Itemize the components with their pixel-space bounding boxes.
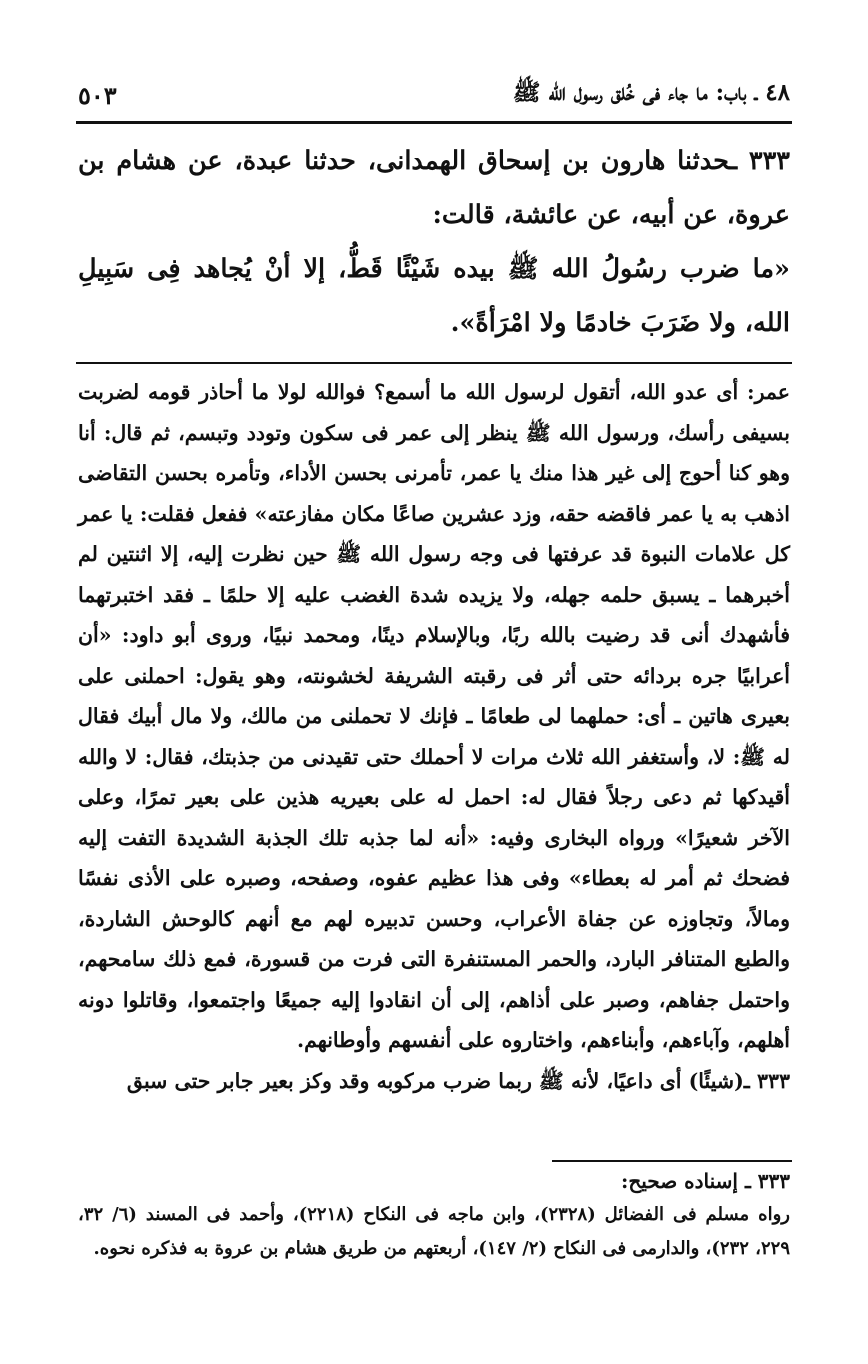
hadith-text: «ما ضرب رسُولُ الله ﷺ بيده شَيْئًا قَطُّ، إلا أنْ يُجاهد فِى سَبِيلِ الله، ولا ضَرَبَ خادمًا ولا امْرَأةً». — [78, 254, 790, 338]
footnote-divider — [552, 1160, 792, 1162]
footnote-text: رواه مسلم فى الفضائل (٢٣٢٨)، وابن ماجه فى النكاح (٢٢١٨)، وأحمد فى المسند (٦/ ٣٢، ٢٢٩، ٢٣٢)، والدارمى فى النكاح (٢/ ١٤٧)، أربعتهم من طريق هشام بن عروة به فذكره نحوه. — [78, 1204, 790, 1259]
footnote-block — [78, 1164, 790, 1266]
commentary-paragraph: عمر: أى عدو الله، أتقول لرسول الله ما أسمع؟ فوالله لولا ما أحاذر قومه لضربت بسيفى رأسك، ورسول الله ﷺ ينظر إلى عمر فى سكون وتودد وتبسم، ثم قال: أنا وهو كنا أحوج إلى غير هذا منك يا عمر، تأمرنى بحسن الأداء، وتأمره بحسن التقاضى اذهب به يا عمر فاقضه حقه، وزد عشرين صاعًا مكان مفازعته» ففعل فقلت: يا عمر كل علامات النبوة قد عرفتها فى وجه رسول الله ﷺ حين نظرت إليه، إلا اثنتين لم أخبرهما ـ يسبق حلمه جهله، ولا يزيده شدة الغضب عليه إلا حلمًا ـ فقد اختبرتهما فأشهدك أنى قد رضيت بالله ربًا، وبالإسلام دينًا، ومحمد نبيًا، وروى أبو داود: «أن أعرابيًا جره بردائه حتى أثر فى رقبته الشريفة لخشونته، وهو يقول: احملنى على بعيرى هاتين ـ أى: حملهما لى طعامًا ـ فإنك لا تحملنى من مالك، ولا مال أبيك فقال له ﷺ: لا، وأستغفر الله ثلاث مرات لا أحملك حتى تقيدنى من جذبتك، فقال: لا والله أقيدكها ثم دعى رجلاً فقال له: احمل له على بعيريه هذين على بعير تمرًا، وعلى الآخر شعيرًا» ورواه البخارى وفيه: «أنه لما جذبه تلك الجذبة الشديدة التفت إليه فضحك ثم أمر له بعطاء» وفى هذا عظيم عفوه، وصفحه، وصبره على الأذى نفسًا ومالاً، وتجاوزه عن جفاة الأعراب، وحسن تدبيره لهم مع أنهم كالوحش الشاردة، والطبع المتنافر البارد، والحمر المستنفرة التى فرت من قسورة، فمع ذلك سامحهم، واحتمل جفاهم، وصبر على أذاهم، إلى أن انقادوا إليه جميعًا واجتمعوا، وقاتلوا دونه أهلهم، وآباءهم، وأبناءهم، واختاروه على أنفسهم وأوطانهم. — [78, 380, 790, 1052]
hadith-number: ٣٣٣ ـ — [729, 146, 790, 176]
hadith-chain: حدثنا هارون بن إسحاق الهمدانى، حدثنا عبدة، عن هشام بن عروة، عن أبيه، عن عائشة، قالت: — [78, 146, 790, 230]
commentary-note-paragraph — [78, 1061, 790, 1102]
header-divider — [76, 121, 792, 124]
commentary-divider — [76, 362, 792, 364]
commentary-note-text: (شيئًا) أى داعيًا، لأنه ﷺ ربما ضرب مركوبه وقد وكز بعير جابر حتى سبق — [126, 1068, 744, 1093]
footnote-heading: ٣٣٣ ـ إسناده صحيح: — [620, 1169, 790, 1193]
chapter-title: ٤٨ ـ باب: ما جاء فى خُلق رسول الله ﷺ — [512, 79, 790, 106]
commentary-block — [78, 372, 790, 1101]
page-number: ٥٠٣ — [78, 80, 117, 110]
hadith-block — [78, 134, 790, 350]
hadith-chain-paragraph — [78, 134, 790, 242]
page-header — [78, 74, 790, 116]
commentary-note-number: ٣٣٣ ـ — [743, 1068, 790, 1093]
